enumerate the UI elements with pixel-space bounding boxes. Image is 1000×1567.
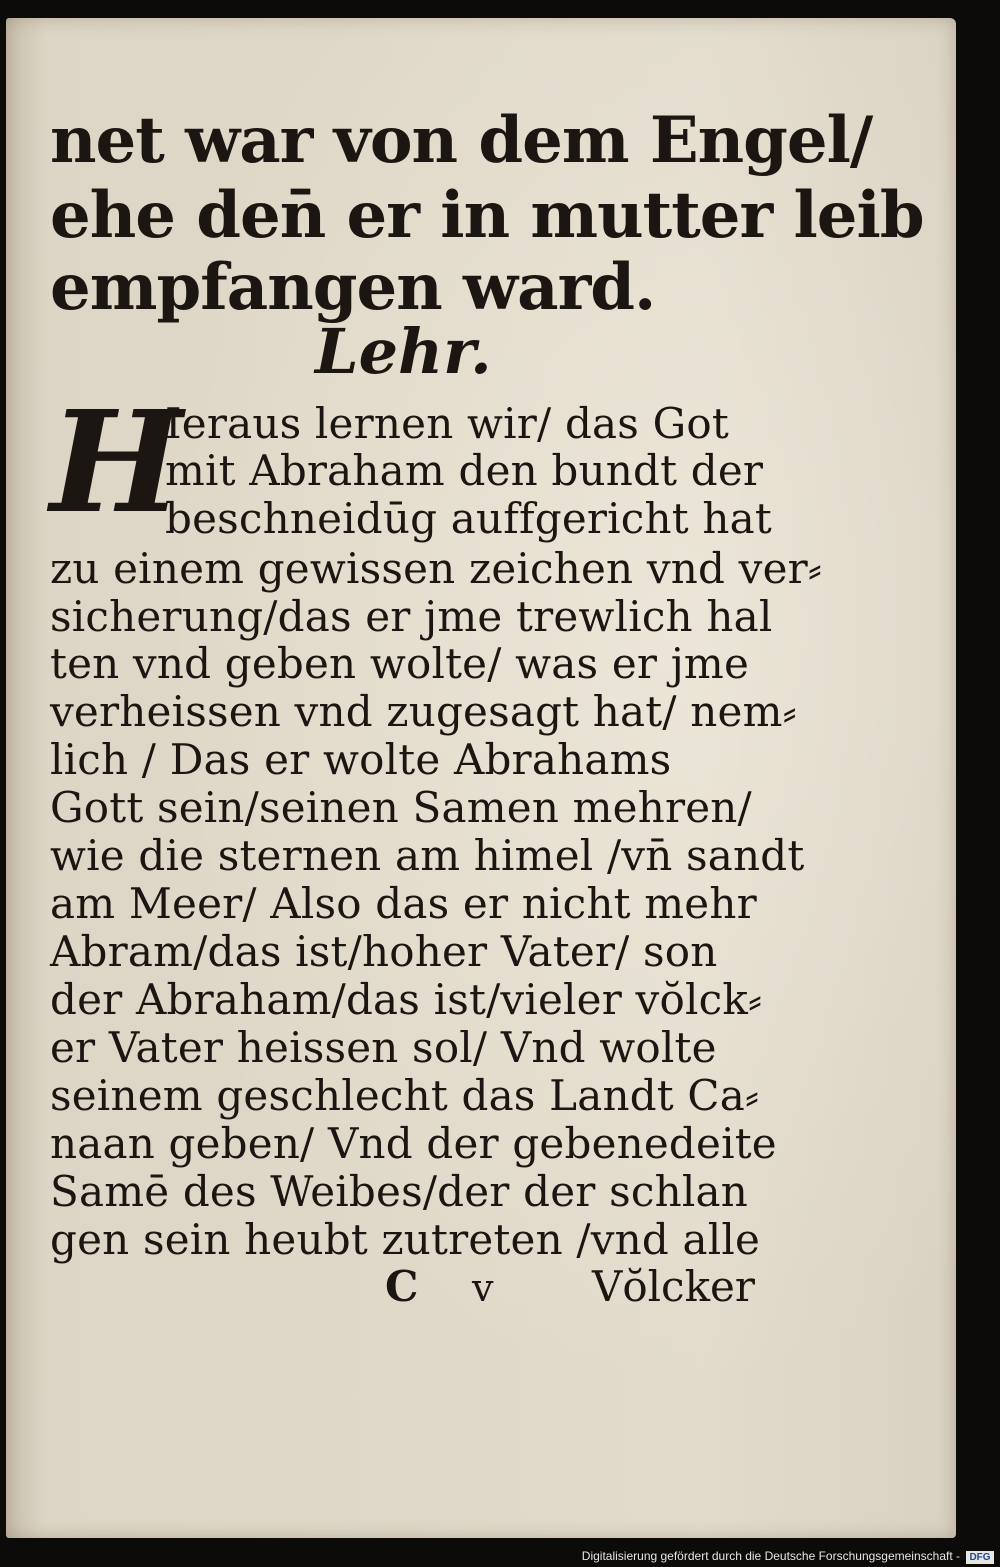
body-line-12: seinem geschlecht das Landt Ca⸗ <box>50 1071 760 1120</box>
signature-mark: C <box>385 1262 419 1311</box>
decorated-initial: H <box>50 381 183 545</box>
body-line-5: lich / Das er wolte Abrahams <box>50 735 672 784</box>
body-line-2: sicherung/das er jme trewlich hal <box>50 592 773 641</box>
body-line-3: ten vnd geben wolte/ was er jme <box>50 639 750 688</box>
body-line-7: wie die sternen am himel /vn̄ sandt <box>50 831 805 880</box>
body-line-14: Samē des Weibes/der der schlan <box>50 1167 748 1216</box>
section-title: Lehr. <box>315 315 492 388</box>
body-line-1: zu einem gewissen zeichen vnd ver⸗ <box>50 544 823 593</box>
body-line-9: Abram/das ist/hoher Vater/ son <box>50 927 718 976</box>
body-line-4: verheissen vnd zugesagt hat/ nem⸗ <box>50 687 797 736</box>
catchword: Vŏlcker <box>592 1262 755 1311</box>
body-line-13: naan geben/ Vnd der gebenedeite <box>50 1119 777 1168</box>
body-line-8: am Meer/ Also das er nicht mehr <box>50 879 757 928</box>
indented-line-3: beschneidūg auffgericht hat <box>165 494 772 543</box>
body-line-15: gen sein heubt zutreten /vnd alle <box>50 1215 761 1264</box>
body-line-11: er Vater heissen sol/ Vnd wolte <box>50 1023 717 1072</box>
digitization-credit: Digitalisierung gefördert durch die Deutsche Forschungsgemeinschaft - <box>581 1549 960 1563</box>
signature-number: v <box>472 1266 494 1310</box>
indented-line-1: Ieraus lernen wir/ das Got <box>165 399 729 448</box>
heading-line-2: ehe den̄ er in mutter leib <box>50 178 924 253</box>
body-line-6: Gott sein/seinen Samen mehren/ <box>50 783 752 832</box>
body-line-10: der Abraham/das ist/vieler vŏlck⸗ <box>50 975 763 1024</box>
dfg-logo: DFG <box>966 1551 994 1564</box>
indented-line-2: mit Abraham den bundt der <box>165 446 764 495</box>
heading-line-1: net war von dem Engel/ <box>50 103 873 178</box>
heading-line-3: empfangen ward. <box>50 250 656 325</box>
